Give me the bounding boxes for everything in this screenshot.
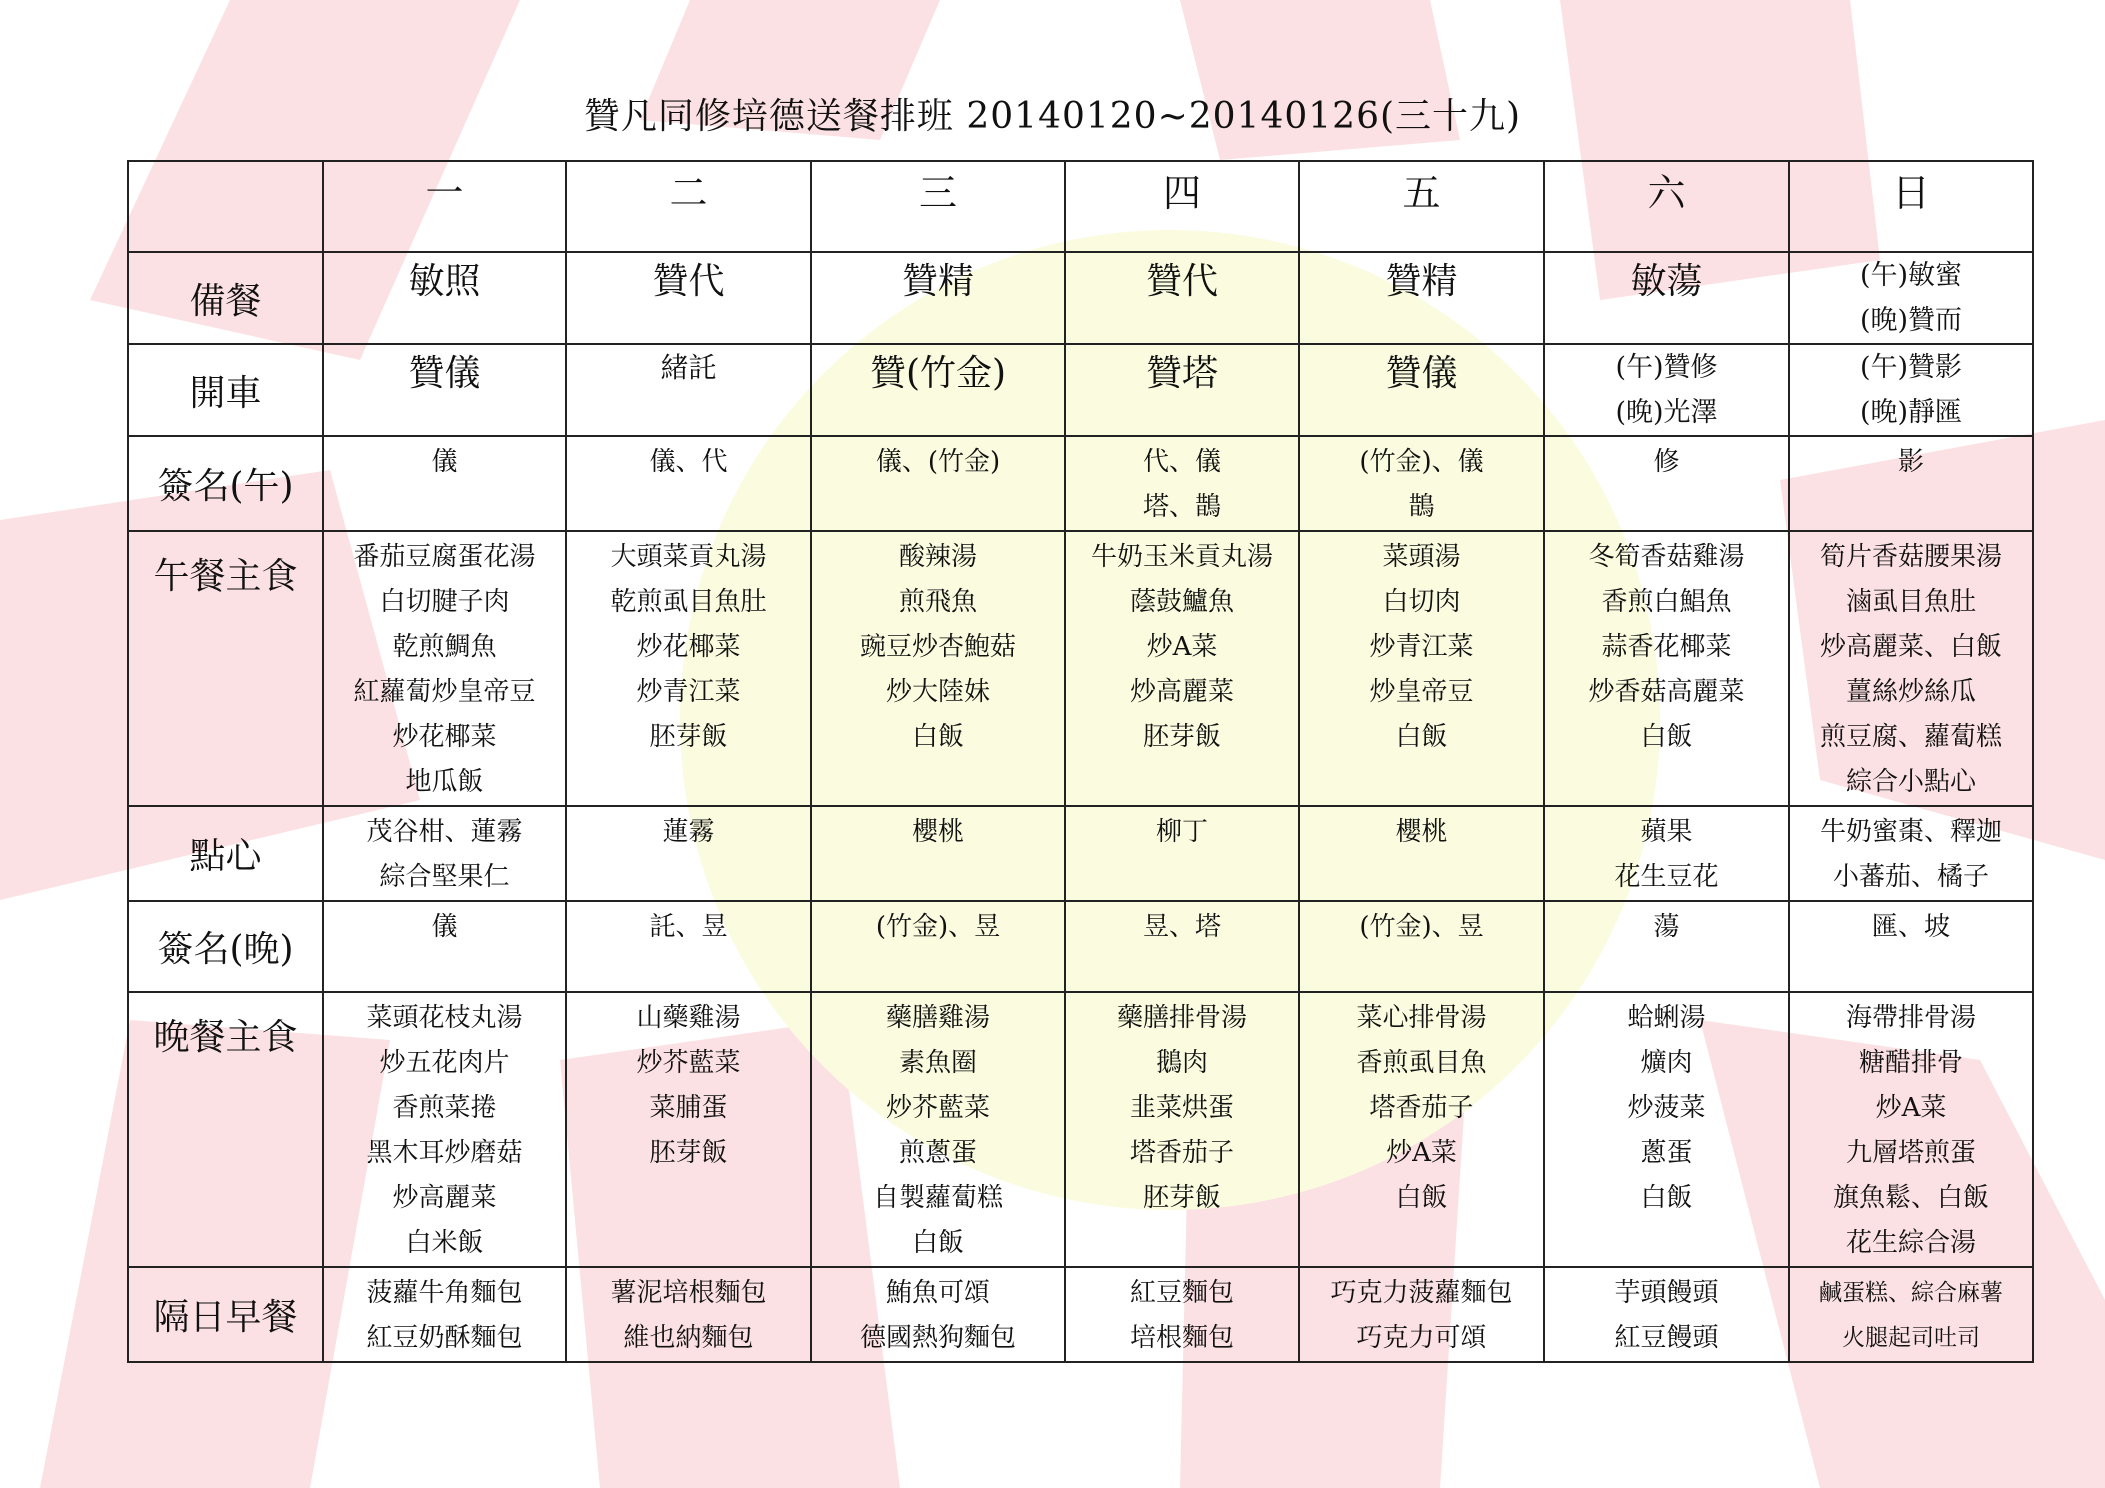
schedule-cell: 敏蕩 (1544, 252, 1789, 344)
schedule-cell (1789, 901, 2033, 992)
page-title: 贊凡同修培德送餐排班 20140120~20140126(三十九) (583, 96, 1522, 137)
schedule-cell (811, 531, 1065, 806)
schedule-cell: 贊精 (811, 252, 1065, 344)
cell-line: 乾煎虱目魚肚 (610, 587, 767, 617)
cell-line: 白飯 (911, 722, 964, 752)
cell-line: 香煎虱目魚 (1356, 1048, 1487, 1078)
cell-line: (午)敏蜜 (1859, 260, 1963, 291)
cell-line: 胚芽飯 (1142, 1183, 1221, 1213)
cell-line: 託、昱 (649, 912, 728, 942)
cell-line: 炒A菜 (1386, 1138, 1457, 1168)
cell-line: 巧克力菠蘿麵包 (1330, 1278, 1513, 1308)
row-label: 午餐主食 (128, 531, 323, 806)
cell-line: 代、儀 (1142, 447, 1221, 477)
cell-line: 白飯 (1640, 722, 1693, 752)
cell-line: 白飯 (1640, 1183, 1693, 1213)
day-header: 五 (1299, 161, 1544, 252)
cell-line: 炒花椰菜 (392, 722, 497, 752)
cell-line: 綜合堅果仁 (379, 862, 510, 892)
cell-line: 炒香菇高麗菜 (1588, 677, 1745, 707)
row-label: 隔日早餐 (128, 1267, 323, 1362)
day-header: 三 (811, 161, 1065, 252)
cell-line: 炒五花肉片 (379, 1048, 510, 1078)
cell-line: 海帶排骨湯 (1845, 1003, 1976, 1033)
row-lunch (128, 531, 2033, 806)
cell-line: 大頭菜貢丸湯 (610, 542, 767, 572)
cell-line: 薑絲炒絲瓜 (1845, 677, 1976, 707)
day-header: 四 (1065, 161, 1299, 252)
schedule-cell (1544, 901, 1789, 992)
cell-line: 地瓜飯 (405, 767, 484, 797)
cell-line: 炒A菜 (1146, 632, 1218, 662)
cell-line: (晚)光澤 (1615, 397, 1718, 428)
cell-line: 山藥雞湯 (636, 1003, 741, 1033)
cell-line: 鵲 (1408, 492, 1435, 522)
row-dinner (128, 992, 2033, 1267)
cell-line: 柳丁 (1155, 817, 1208, 847)
cell-line: 炒青江菜 (1369, 632, 1474, 662)
schedule-cell (1299, 436, 1544, 531)
schedule-cell (1789, 344, 2033, 436)
cell-line: 昱、塔 (1142, 912, 1221, 942)
cell-line: (晚)靜匯 (1859, 397, 1963, 428)
row-label: 開車 (128, 344, 323, 436)
cell-line: 藥膳排骨湯 (1116, 1003, 1247, 1033)
row-sign-night (128, 901, 2033, 992)
schedule-cell (566, 806, 811, 901)
cell-line: 炒芥藍菜 (885, 1093, 990, 1123)
cell-line: 花生豆花 (1614, 862, 1719, 892)
schedule-cell (1544, 531, 1789, 806)
cell-line: 鮪魚可頌 (885, 1278, 990, 1308)
schedule-cell (323, 901, 566, 992)
schedule-cell (1065, 992, 1299, 1267)
cell-line: 煎飛魚 (898, 587, 977, 617)
schedule-cell (1065, 1267, 1299, 1362)
schedule-cell (1544, 344, 1789, 436)
day-header: 二 (566, 161, 811, 252)
cell-line: 火腿起司吐司 (1842, 1325, 1980, 1351)
cell-line: 蔥蛋 (1640, 1138, 1693, 1168)
schedule-cell (323, 806, 566, 901)
cell-line: 薯泥培根麵包 (610, 1278, 767, 1308)
day-header: 六 (1544, 161, 1789, 252)
cell-line: 香煎白鯧魚 (1601, 587, 1732, 617)
schedule-cell (566, 1267, 811, 1362)
cell-line: 炒高麗菜 (1129, 677, 1234, 707)
schedule-table (127, 160, 2034, 1363)
cell-line: 蔭鼓鱸魚 (1129, 587, 1234, 617)
schedule-cell: 贊儀 (1299, 344, 1544, 436)
row-prep (128, 252, 2033, 344)
cell-line: 蘋果 (1640, 817, 1693, 847)
corner-cell (128, 161, 323, 252)
cell-line: 小蕃茄、橘子 (1832, 862, 1989, 892)
cell-line: 牛奶蜜棗、釋迦 (1819, 817, 2002, 847)
row-breakfast (128, 1267, 2033, 1362)
schedule-cell (566, 436, 811, 531)
schedule-cell (1065, 531, 1299, 806)
cell-line: 胚芽飯 (649, 1138, 728, 1168)
schedule-cell (811, 1267, 1065, 1362)
cell-line: (竹金)、昱 (1359, 912, 1484, 942)
cell-line: 胚芽飯 (649, 722, 728, 752)
cell-line: 黑木耳炒磨菇 (366, 1138, 523, 1168)
schedule-cell: 贊精 (1299, 252, 1544, 344)
schedule-cell (1544, 806, 1789, 901)
cell-line: 茂谷柑、蓮霧 (366, 817, 523, 847)
cell-line: 爌肉 (1640, 1048, 1693, 1078)
cell-line: 香煎菜捲 (392, 1093, 497, 1123)
schedule-cell (1299, 992, 1544, 1267)
cell-line: 塔香茄子 (1369, 1093, 1474, 1123)
row-label: 備餐 (128, 252, 323, 344)
schedule-cell (1789, 436, 2033, 531)
cell-line: 白飯 (1395, 722, 1448, 752)
day-header: 一 (323, 161, 566, 252)
cell-line: 蛤蜊湯 (1627, 1003, 1706, 1033)
schedule-cell (1544, 1267, 1789, 1362)
cell-line: 韭菜烘蛋 (1129, 1093, 1234, 1123)
cell-line: 胚芽飯 (1142, 722, 1221, 752)
cell-line: 炒皇帝豆 (1369, 677, 1474, 707)
cell-line: 影 (1897, 447, 1924, 477)
cell-line: 滷虱目魚肚 (1845, 587, 1976, 617)
cell-line: 培根麵包 (1129, 1323, 1234, 1353)
cell-line: 菜脯蛋 (649, 1093, 728, 1123)
schedule-cell (1789, 252, 2033, 344)
cell-line: (晚)贊而 (1859, 305, 1963, 336)
schedule-cell (323, 992, 566, 1267)
cell-line: 牛奶玉米貢丸湯 (1090, 542, 1273, 572)
cell-line: 白飯 (911, 1228, 964, 1258)
schedule-cell (1789, 806, 2033, 901)
schedule-cell (811, 436, 1065, 531)
schedule-cell: 贊代 (1065, 252, 1299, 344)
schedule-cell (1299, 531, 1544, 806)
cell-line: 鵝肉 (1155, 1048, 1208, 1078)
cell-line: 維也納麵包 (623, 1323, 754, 1353)
schedule-cell (1065, 901, 1299, 992)
cell-line: 白飯 (1395, 1183, 1448, 1213)
header-row (128, 161, 2033, 252)
cell-line: 櫻桃 (911, 817, 964, 847)
cell-line: 芋頭饅頭 (1614, 1278, 1719, 1308)
cell-line: (午)贊影 (1859, 352, 1963, 383)
cell-line: 花生綜合湯 (1845, 1228, 1976, 1258)
schedule-cell (566, 901, 811, 992)
schedule-cell (1789, 531, 2033, 806)
schedule-cell (1065, 806, 1299, 901)
row-label: 簽名(晚) (128, 901, 323, 992)
schedule-cell (1299, 1267, 1544, 1362)
cell-line: 番茄豆腐蛋花湯 (353, 542, 536, 572)
cell-line: 德國熱狗麵包 (859, 1323, 1016, 1353)
schedule-cell (566, 531, 811, 806)
schedule-cell (1544, 992, 1789, 1267)
schedule-cell (1065, 436, 1299, 531)
cell-line: 筍片香菇腰果湯 (1819, 542, 2002, 572)
schedule-cell: 贊(竹金) (811, 344, 1065, 436)
cell-line: 炒菠菜 (1627, 1093, 1706, 1123)
cell-line: (竹金)、儀 (1359, 447, 1484, 477)
cell-line: 炒高麗菜 (392, 1183, 497, 1213)
cell-line: 紅豆麵包 (1129, 1278, 1234, 1308)
schedule-cell (811, 992, 1065, 1267)
cell-line: 九層塔煎蛋 (1845, 1138, 1976, 1168)
row-label: 點心 (128, 806, 323, 901)
cell-line: 菜心排骨湯 (1356, 1003, 1487, 1033)
schedule-cell (811, 806, 1065, 901)
schedule-cell (1299, 806, 1544, 901)
cell-line: (午)贊修 (1615, 352, 1718, 383)
cell-line: 菜頭湯 (1382, 542, 1461, 572)
cell-line: (竹金)、昱 (875, 912, 1001, 942)
cell-line: 儀 (431, 447, 458, 477)
row-label: 晚餐主食 (128, 992, 323, 1267)
cell-line: 豌豆炒杏鮑菇 (859, 632, 1016, 662)
cell-line: 煎豆腐、蘿蔔糕 (1819, 722, 2002, 752)
day-header: 日 (1789, 161, 2033, 252)
schedule-cell: 贊代 (566, 252, 811, 344)
cell-line: 藥膳雞湯 (885, 1003, 990, 1033)
cell-line: 蒜香花椰菜 (1601, 632, 1732, 662)
cell-line: 白切肉 (1382, 587, 1461, 617)
cell-line: 炒A菜 (1875, 1093, 1947, 1123)
schedule-cell (566, 992, 811, 1267)
cell-line: 炒花椰菜 (636, 632, 741, 662)
cell-line: 儀、(竹金) (875, 447, 1001, 477)
cell-line: 旗魚鬆、白飯 (1832, 1183, 1989, 1213)
cell-line: 紅豆奶酥麵包 (366, 1323, 523, 1353)
schedule-cell (1789, 992, 2033, 1267)
schedule-cell: 贊塔 (1065, 344, 1299, 436)
schedule-cell: 緒託 (566, 344, 811, 436)
cell-line: 冬筍香菇雞湯 (1588, 542, 1745, 572)
cell-line: 白米飯 (405, 1228, 484, 1258)
schedule-cell (1789, 1267, 2033, 1362)
row-drive (128, 344, 2033, 436)
cell-line: 乾煎鯛魚 (392, 632, 497, 662)
cell-line: 蓮霧 (662, 817, 715, 847)
cell-line: 白切腱子肉 (379, 587, 510, 617)
cell-line: 酸辣湯 (898, 542, 977, 572)
row-snack (128, 806, 2033, 901)
schedule-cell (811, 901, 1065, 992)
cell-line: 紅蘿蔔炒皇帝豆 (353, 677, 536, 707)
schedule-cell (1544, 436, 1789, 531)
cell-line: 儀 (431, 912, 458, 942)
cell-line: 塔香茄子 (1129, 1138, 1234, 1168)
cell-line: 自製蘿蔔糕 (872, 1183, 1003, 1213)
cell-line: 櫻桃 (1395, 817, 1448, 847)
row-label: 簽名(午) (128, 436, 323, 531)
cell-line: 菜頭花枝丸湯 (366, 1003, 523, 1033)
schedule-cell (323, 436, 566, 531)
cell-line: 儀、代 (649, 447, 728, 477)
cell-line: 糖醋排骨 (1858, 1048, 1963, 1078)
cell-line: 鹹蛋糕、綜合麻薯 (1819, 1280, 2003, 1306)
cell-line: 炒青江菜 (636, 677, 741, 707)
row-sign-noon (128, 436, 2033, 531)
cell-line: 紅豆饅頭 (1614, 1323, 1719, 1353)
cell-line: 炒高麗菜、白飯 (1819, 632, 2002, 662)
cell-line: 匯、坡 (1871, 912, 1950, 942)
schedule-cell (1299, 901, 1544, 992)
cell-line: 炒大陸妹 (885, 677, 990, 707)
cell-line: 菠蘿牛角麵包 (366, 1278, 523, 1308)
cell-line: 修 (1653, 447, 1680, 477)
cell-line: 塔、鵲 (1142, 492, 1221, 522)
schedule-cell (323, 1267, 566, 1362)
schedule-cell: 贊儀 (323, 344, 566, 436)
cell-line: 巧克力可頌 (1356, 1323, 1487, 1353)
schedule-cell (323, 531, 566, 806)
cell-line: 煎蔥蛋 (898, 1138, 977, 1168)
schedule-cell: 敏照 (323, 252, 566, 344)
cell-line: 綜合小點心 (1845, 767, 1976, 797)
cell-line: 炒芥藍菜 (636, 1048, 741, 1078)
cell-line: 素魚圈 (898, 1048, 977, 1078)
cell-line: 蕩 (1653, 912, 1680, 942)
